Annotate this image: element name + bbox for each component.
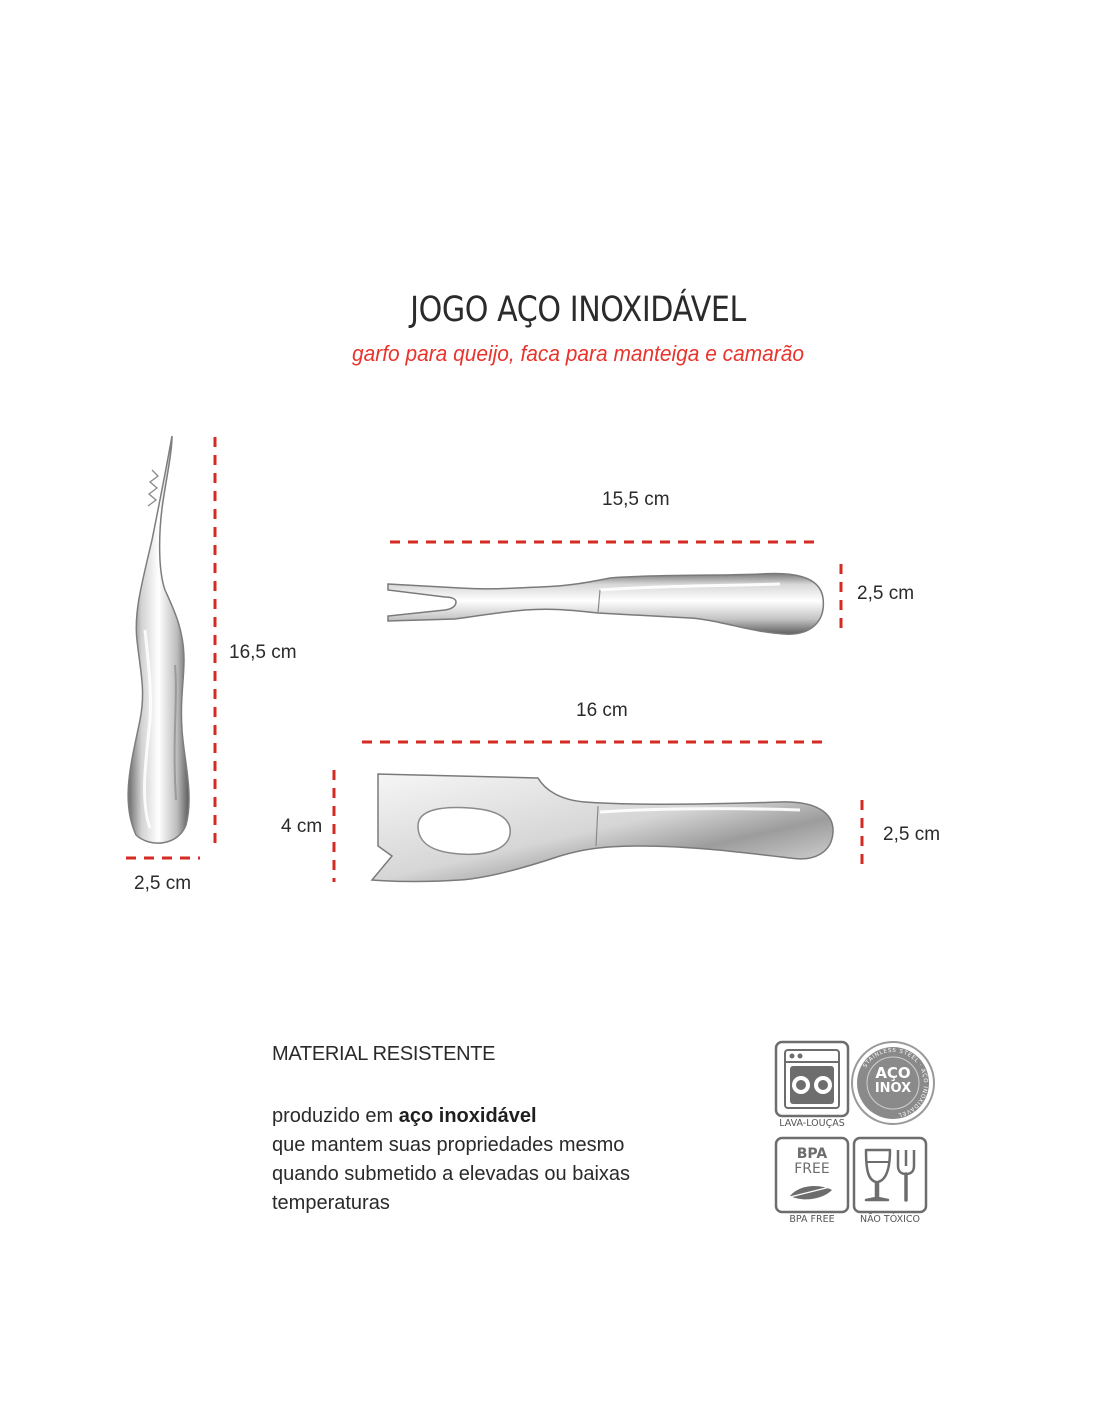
- shrimp-knife-illustration: [128, 436, 189, 843]
- bpa-line-2: FREE: [794, 1161, 830, 1177]
- material-line-1: [272, 1102, 692, 1131]
- non-toxic-icon: [854, 1138, 926, 1212]
- cheese-knife-length-label: 16 cm: [576, 700, 628, 721]
- bpa-free-label: BPA FREE: [789, 1214, 835, 1225]
- material-line-2: que mantem suas propriedades mesmo: [272, 1134, 625, 1156]
- cheese-knife-width-label: 2,5 cm: [883, 824, 941, 845]
- shrimp-knife-height-label: 16,5 cm: [229, 642, 297, 663]
- dishwasher-label: LAVA-LOUÇAS: [779, 1118, 845, 1129]
- material-line-1-bold: aço inoxidável: [398, 1105, 537, 1127]
- material-line-3: quando submetido a elevadas ou baixas: [272, 1163, 631, 1185]
- cheese-fork-illustration: [388, 573, 823, 634]
- bpa-line-1: BPA: [796, 1146, 828, 1162]
- material-heading: MATERIAL RESISTENTE: [272, 1043, 496, 1065]
- cheese-knife-illustration: [372, 774, 833, 882]
- aco-inox-line-1: AÇO: [875, 1064, 911, 1082]
- page-title: JOGO AÇO INOXIDÁVEL: [410, 290, 746, 330]
- dishwasher-icon: [776, 1042, 848, 1116]
- material-line-4: temperaturas: [272, 1192, 390, 1214]
- aco-inox-line-2: INOX: [874, 1081, 912, 1096]
- page-subtitle: garfo para queijo, faca para manteiga e camarão: [352, 341, 804, 366]
- bpa-free-mark: [776, 1147, 848, 1177]
- fork-width-label: 2,5 cm: [857, 583, 915, 604]
- non-toxic-label: NÃO TÓXICO: [859, 1214, 921, 1225]
- cheese-knife-blade-label: 4 cm: [281, 816, 323, 837]
- material-description: [272, 1102, 692, 1218]
- shrimp-knife-width-label: 2,5 cm: [134, 873, 192, 894]
- aco-inox-label: [868, 1066, 918, 1096]
- aco-inox-ring-text: STAINLESS STEEL · AÇO INOXIDÁVEL: [862, 1047, 929, 1118]
- material-line-1-prefix: produzido em: [272, 1105, 399, 1127]
- fork-length-label: 15,5 cm: [602, 489, 670, 510]
